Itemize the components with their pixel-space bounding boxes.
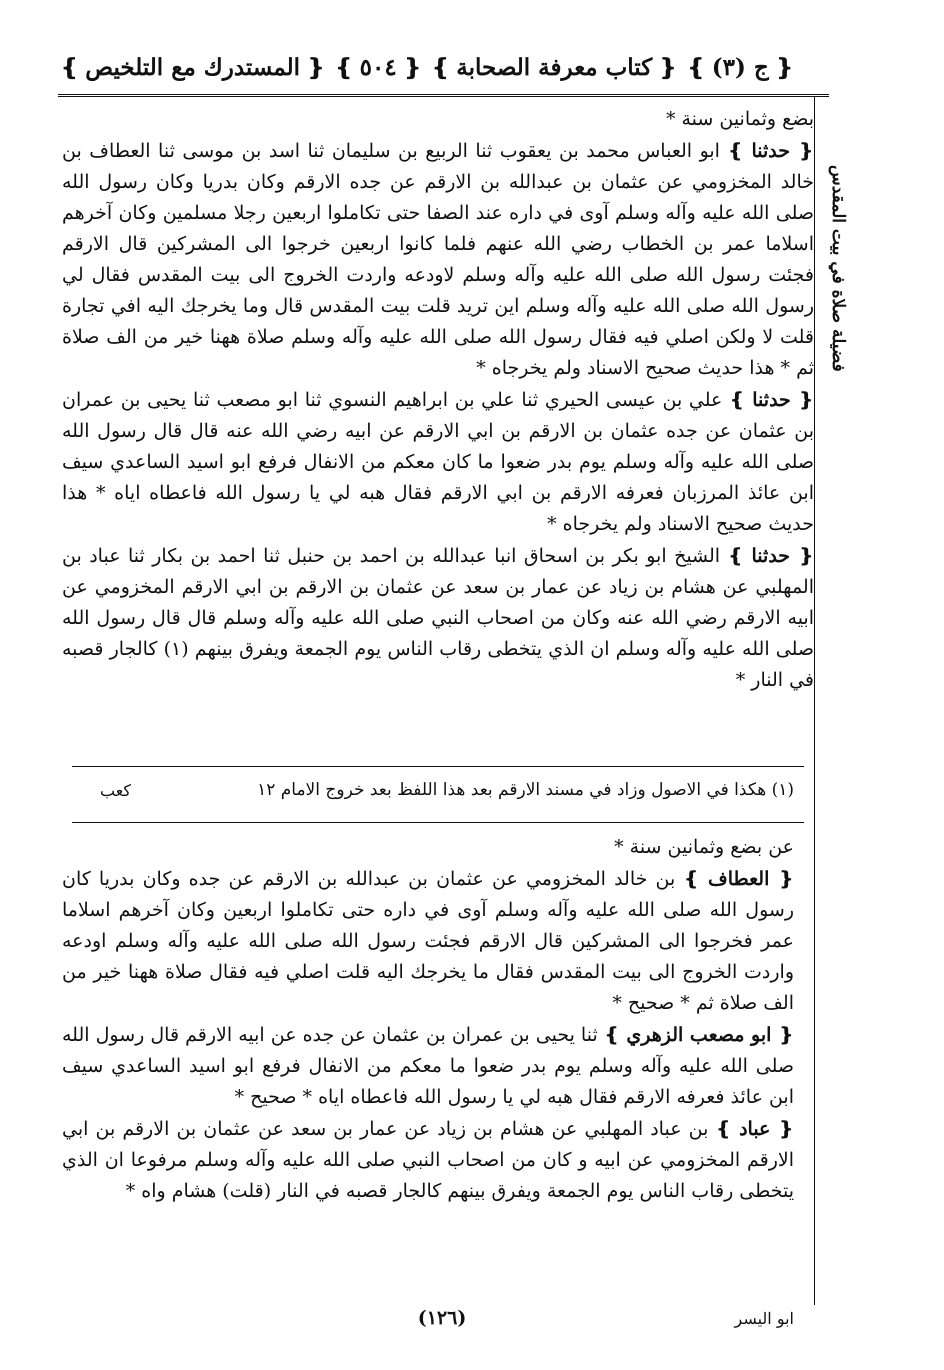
paragraph-lead: ❴ حدثنا ❵ [727, 140, 814, 162]
paragraph-text: بضع وثمانين سنة * [665, 108, 814, 130]
header-book-title: ❴ المستدرك مع التلخيص ❵ [60, 54, 325, 81]
talkhis-paragraph [62, 1020, 794, 1113]
page-number: (١٢٦) [417, 1307, 467, 1329]
page-footer [90, 1300, 794, 1336]
footer-catchword: ابو اليسر [734, 1308, 794, 1328]
talkhis-paragraph [62, 864, 794, 1019]
paragraph-text: بن خالد المخزومي عن عثمان بن عبدالله بن الارقم عن جده وكان بدريا كان رسول الله صلى الله عليه وآله وسلم آوى في داره حتى تكاملوا اربعين وكان آخرهم اسلاما عمر فخرجوا الى المشركين قال الارقم فجئت رسول الله صلى الله عليه وآله وسلم اودعه واردت الخروج الى بيت المقدس فقال ما يخرجك اليه قلت اصلي فيه فقال صلاة ههنا خير من الف صلاة ثم * صحيح * [62, 868, 794, 1014]
paragraph-text: ابو العباس محمد بن يعقوب ثنا الربيع بن سليمان ثنا اسد بن موسى ثنا العطاف بن خالد المخزومي عن عثمان بن عبدالله بن الارقم عن جده الارقم وكان بدريا وكان رسول الله صلى الله عليه وآله وسلم آوى في داره عند الصفا حتى تكاملوا اربعين رجلا مسلمين وكان آخرهم اسلاما عمر بن الخطاب رضي الله عنهم فلما كانوا اربعين خرجوا الى المشركين قال الارقم فجئت رسول الله صلى الله عليه وآله وسلم لاودعه واردت الخروج الى بيت المقدس فقال لي رسول الله صلى الله عليه وآله وسلم اين تريد قلت بيت المقدس قال وما يخرجك اليه افي تجارة قلت لا ولكن اصلي فيه فقال رسول الله صلى الله عليه وآله وسلم صلاة ههنا خير من الف صلاة ثم * هذا حديث صحيح الاسناد ولم يخرجاه * [62, 140, 814, 379]
paragraph-text: الشيخ ابو بكر بن اسحاق انبا عبدالله بن احمد بن حنبل ثنا احمد بن بكار ثنا عباد بن المهلبي عن هشام بن زياد عن عمار بن سعد عن عثمان بن الارقم بن ابي الارقم المخزومي عن ابيه الارقم رضي الله عنه وكان من اصحاب النبي صلى الله عليه وآله وسلم قال قال رسول الله صلى الله عليه وآله وسلم ان الذي يتخطى رقاب الناس يوم الجمعة ويفرق بينهم (١) كالجار قصبه في النار * [62, 545, 814, 691]
main-paragraph [62, 104, 814, 135]
paragraph-text: بن عباد المهلبي عن هشام بن زياد عن عمار بن سعد عن عثمان بن الارقم بن ابي الارقم المخزومي عن ابيه و كان من اصحاب النبي صلى الله عليه وآله وسلم مرفوعا ان الذي يتخطى رقاب الناس يوم الجمعة ويفرق بينهم كالجار قصبه في النار (قلت) هشام واه * [62, 1118, 794, 1202]
header-page-label: ❴ ٥٠٤ ❵ [334, 54, 422, 81]
paragraph-text: عن بضع وثمانين سنة * [614, 836, 794, 858]
main-paragraph [62, 541, 814, 696]
footnote-text: (١) هكذا في الاصول وزاد في مسند الارقم بعد هذا اللفظ بعد خروج الامام ١٢ [257, 780, 794, 800]
paragraph-text: علي بن عيسى الحيري ثنا علي بن ابراهيم النسوي ثنا ابو مصعب ثنا يحيى بن عمران بن عثمان عن جده عثمان بن الارقم بن ابي الارقم عن ابيه رضي الله عنه قال قال رسول الله صلى الله عليه وآله وسلم يوم بدر ضعوا ما كان معكم من الانفال فرفع ابو اسيد الساعدي سيف ابن عائذ المرزبان فعرفه الارقم بن ابي الارقم فقال هبه لي يا رسول الله فاعطاه اياه * هذا حديث صحيح الاسناد ولم يخرجاه * [62, 389, 814, 535]
header-section-title: ❴ كتاب معرفة الصحابة ❵ [431, 54, 678, 81]
talkhis-paragraph [62, 1114, 794, 1207]
footnote [100, 775, 794, 805]
paragraph-lead: ❴ ابو مصعب الزهري ❵ [604, 1024, 794, 1046]
talkhis-paragraph [62, 832, 794, 863]
paragraph-lead: ❴ العطاف ❵ [683, 868, 794, 890]
paragraph-lead: ❴ عباد ❵ [715, 1118, 794, 1140]
paragraph-text: ثنا يحيى بن عمران بن عثمان عن جده عن ابيه الارقم قال رسول الله صلى الله عليه وآله وسلم يوم بدر ضعوا ما معكم من الانفال فرفع ابو اسيد الساعدي سيف ابن عائذ فعرفه الارقم فقال هبه لي يا رسول الله فاعطاه اياه * صحيح * [62, 1024, 794, 1108]
main-paragraph [62, 385, 814, 540]
margin-title: فضيلة صلاة في بيت المقدس [828, 165, 848, 372]
paragraph-lead: ❴ حدثنا ❵ [728, 545, 814, 567]
paragraph-lead: ❴ حدثنا ❵ [729, 389, 814, 411]
running-header [60, 46, 794, 88]
footnote-rule-bottom [72, 822, 804, 823]
header-volume: ❴ ج (٣) ❵ [686, 54, 794, 81]
footnote-rule-top [72, 766, 804, 767]
talkhis-text [62, 832, 794, 1208]
main-paragraph [62, 136, 814, 384]
main-text [62, 104, 814, 697]
footnote-catchword: كعب [100, 780, 132, 800]
